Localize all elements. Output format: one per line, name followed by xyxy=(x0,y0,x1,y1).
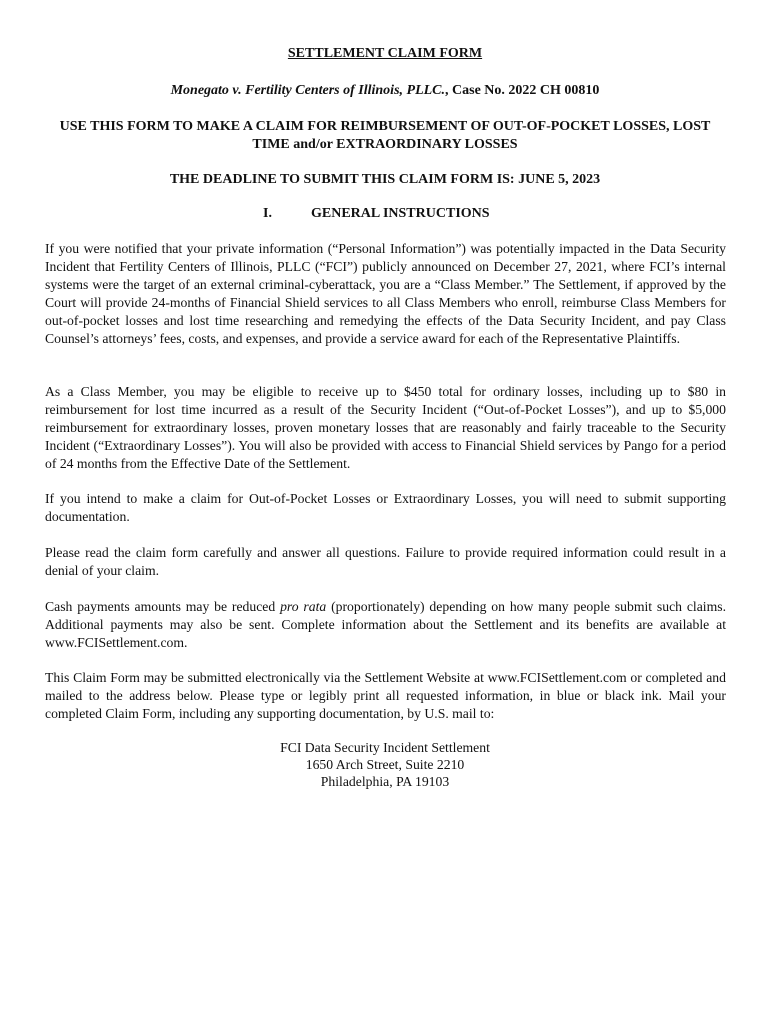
pro-rata-text-after: (proportionately) depending on how many people submit such claims. Additional payments may also be sent. Complete information about the Settlement and its benefits are available at www.FCISettlement.com. xyxy=(45,599,727,650)
form-title xyxy=(0,46,770,62)
mailing-address xyxy=(0,739,770,790)
paragraph-documentation: If you intend to make a claim for Out-of-Pocket Losses or Extraordinary Losses, you will need to submit supporting documentation. xyxy=(45,491,726,524)
paragraph-submission: This Claim Form may be submitted electronically via the Settlement Website at www.FCISettlement.com or completed and mailed to the address below. Please type or legibly print all requested information, in blue or black ink. Mail your completed Claim Form, including any supporting documentation, by U.S. mail to: xyxy=(45,670,726,721)
address-line-1: FCI Data Security Incident Settlement xyxy=(280,740,490,755)
case-number: , Case No. 2022 CH 00810 xyxy=(445,83,600,98)
paragraph-eligibility: As a Class Member, you may be eligible to receive up to $450 total for ordinary losses, including up to $80 in reimbursement for lost time incurred as a result of the Security Incident (“Out-of-Pocket Losses”), and up to $5,000 reimbursement for extraordinary losses, proven monetary losses that are reasonably and fairly traceable to the Security Incident (“Extraordinary Losses”). You will also be provided with access to Financial Shield services by Pango for a period of 24 months from the Effective Date of the Settlement. xyxy=(45,384,726,471)
address-line-3: Philadelphia, PA 19103 xyxy=(320,774,450,789)
use-form-heading: USE THIS FORM TO MAKE A CLAIM FOR REIMBURSEMENT OF OUT-OF-POCKET LOSSES, LOST TIME and/or EXTRAORDINARY LOSSES xyxy=(59,119,711,152)
paragraph-pro-rata xyxy=(45,598,726,652)
section-title: GENERAL INSTRUCTIONS xyxy=(311,206,490,221)
deadline-notice: THE DEADLINE TO SUBMIT THIS CLAIM FORM IS: JUNE 5, 2023 xyxy=(169,172,601,187)
case-caption xyxy=(0,83,770,99)
paragraph-read-carefully: Please read the claim form carefully and answer all questions. Failure to provide required information could result in a denial of your claim. xyxy=(45,545,726,578)
section-number: I. xyxy=(263,206,272,221)
form-title-text: SETTLEMENT CLAIM FORM xyxy=(287,46,483,61)
paragraph-class-member: If you were notified that your private information (“Personal Information”) was potentially impacted in the Data Security Incident that Fertility Centers of Illinois, PLLC (“FCI”) publicly announced on December 27, 2021, where FCI’s internal systems were the target of an external criminal-cyberattack, you are a “Class Member.” The Settlement, if approved by the Court will provide 24-months of Financial Shield services to all Class Members who enroll, reimburse Class Members for out-of-pocket losses and lost time researching and remedying the effects of the Data Security Incident, and pay Class Counsel’s attorneys’ fees, costs, and expenses, and provide a service award for each of the Representative Plaintiffs. xyxy=(45,241,726,346)
case-name: Monegato v. Fertility Centers of Illinois, PLLC. xyxy=(170,83,446,98)
pro-rata-italic: pro rata xyxy=(280,599,327,614)
pro-rata-text-before: Cash payments amounts may be reduced xyxy=(45,599,281,614)
address-line-2: 1650 Arch Street, Suite 2210 xyxy=(305,757,465,772)
